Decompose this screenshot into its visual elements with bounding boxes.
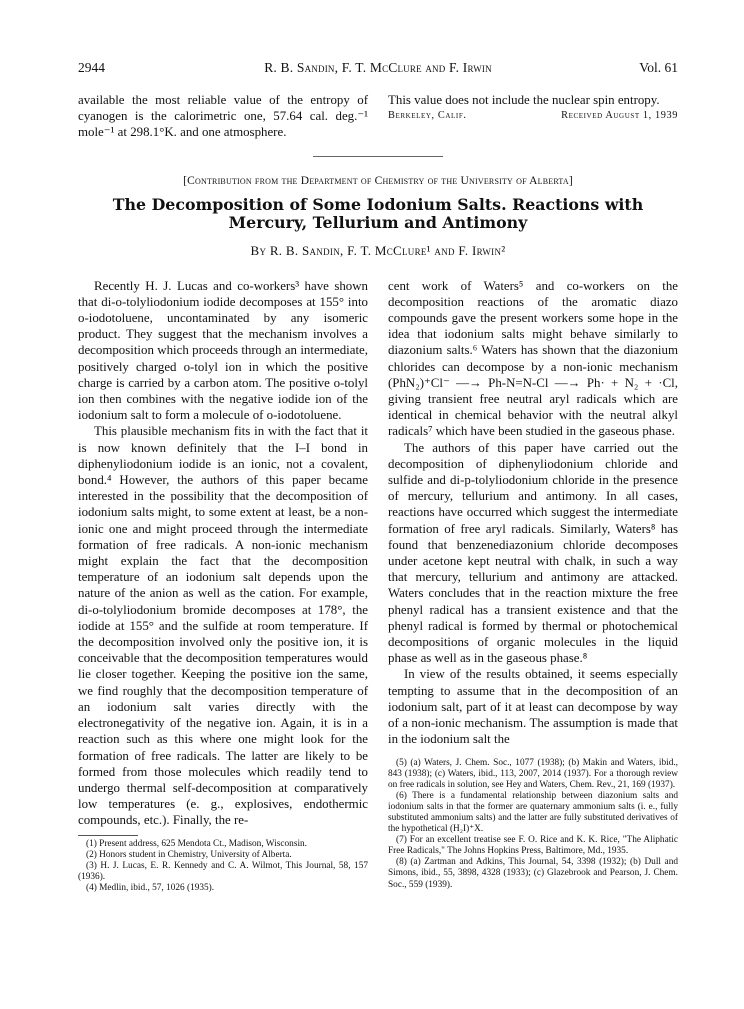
body-paragraph: cent work of Waters⁵ and co-workers on the decomposition reactions of the aromatic diazo compounds gave the present workers some hope in the idea that iodonium salts might behave similarly to diazonium salts.⁶ Waters has shown that the diazonium chlorides can decompose by a non-ionic mechanism (PhN₂)⁺Cl⁻ —→ Ph-N=N-Cl —→ Ph· + N₂ + ·Cl, giving transient free neutral aryl radicals which are identical in chemical behavior with the neutral alkyl radicals⁷ which have been studied in the gaseous phase. [388, 278, 678, 439]
previous-article-right-text: This value does not include the nuclear spin entropy. [388, 93, 660, 107]
footnote: (6) There is a fundamental relationship between diazonium salts and iodonium salts in that the former are quaternary ammonium salts (i. e., fully substituted ammonium salts) and the latter are fully substituted derivatives of the hypothetical (H₂I)⁺X. [388, 790, 678, 835]
footnote: (5) (a) Waters, J. Chem. Soc., 1077 (1938); (b) Makin and Waters, ibid., 843 (1938); (c) Waters, ibid., 113, 2007, 2014 (1937). For a thorough review on free radicals in solution, see Hey and Waters, Chem. Rev., 21, 169 (1937). [388, 757, 678, 790]
footnote: (1) Present address, 625 Mendota Ct., Madison, Wisconsin. [86, 838, 308, 849]
footnote-rule [78, 835, 138, 836]
contribution-line: [Contribution from the Department of Chemistry of the University of Alberta] [183, 174, 573, 187]
body-paragraph: The authors of this paper have carried out the decomposition of diphenyliodonium chloride and sulfide and di-p-tolyliodonium chloride in the presence of mercury, tellurium and antimony. In all cases, reactions have occurred which suggest the intermediate formation of free aryl radicals. Similarly, Waters⁸ has found that benzenediazonium chloride decomposes under acetone kept neutral with chalk, in such a way that mercury, tellurium and antimony are attacked. Waters concludes that in the reaction mixture the free phenyl radical has a transient existence and that the phenyl radical is formed by thermal or photochemical decompositions of organic molecules in the liquid phase as well as in the gaseous phase.⁸ [388, 440, 678, 666]
footnote: (8) (a) Zartman and Adkins, This Journal, 54, 3398 (1932); (b) Dull and Simons, ibid., 55, 3898, 4328 (1933); (c) Glazebrook and Pearson, J. Chem. Soc., 559 (1939). [388, 857, 678, 890]
body-paragraph: In view of the results obtained, it seems especially tempting to assume that in the decomposition of an iodonium salt, part of it at least can decompose by way of a non-ionic mechanism. The assumption is made that in the iodonium salt the [388, 667, 678, 747]
article-body [78, 278, 678, 894]
previous-article-end [78, 92, 678, 141]
footnote: (4) Medlin, ibid., 57, 1026 (1935). [86, 882, 215, 893]
location-line: Berkeley, Calif. [388, 110, 467, 122]
running-header [78, 60, 678, 80]
article-title: The Decomposition of Some Iodonium Salts. Reactions with Mercury, Tellurium and Antimony [112, 194, 644, 232]
left-column [78, 278, 368, 894]
right-column [388, 278, 678, 894]
volume-label: Vol. 61 [639, 60, 678, 75]
page-number: 2944 [78, 60, 105, 75]
byline: By R. B. Sandin, F. T. McClure¹ and F. Irwin² [250, 242, 506, 258]
running-authors: R. B. Sandin, F. T. McClure and F. Irwin [264, 60, 492, 75]
journal-page [78, 60, 678, 894]
received-date: Received August 1, 1939 [561, 110, 678, 122]
footnote: (2) Honors student in Chemistry, University of Alberta. [86, 849, 292, 860]
previous-article-left-text: available the most reliable value of the entropy of cyanogen is the calorimetric one, 57.64 cal. deg.⁻¹ mole⁻¹ at 298.1°K. and one atmosphere. [78, 93, 368, 140]
body-paragraph: Recently H. J. Lucas and co-workers³ have shown that di-o-tolyliodonium iodide decomposes at 155° into o-iodotoluene, uncontaminated by any isomeric product. They suggest that the mechanism involves a decomposition which proceeds through an intermediate, positively charged o-tolyl ion in which the positive charge is carried by a carbon atom. The positive o-tolyl ion then combines with the negative iodide ion of the iodonium salt to form a molecule of o-iodotoluene. [78, 278, 368, 423]
body-paragraph: This plausible mechanism fits in with the fact that it is now known definitely that the I–I bond in diphenyliodonium iodide is an ionic, not a covalent, bond.⁴ However, the authors of this paper became interested in the possibility that the decomposition of iodonium salts might, to some extent at least, be a non-ionic one and might proceed through the intermediate formation of free radicals. A non-ionic mechanism might explain the fact that the decomposition temperature of an iodonium salt depends upon the nature of the anion as well as the cation. For example, di-o-tolyliodonium bromide decomposes at 178°, the iodide at 155° and the sulfide at room temperature. If the decomposition involved only the positive ion, it is conceivable that the decomposition temperatures would lie closer together. Keeping the positive ion the same, we find roughly that the decomposition temperature of an iodonium salt varies directly with the electronegativity of the negative ion. Again, it is in a reaction such as this where one might look for the formation of free radicals. The latter are likely to be formed from those molecules which readily tend to undergo thermal self-decomposition at comparatively low temperatures (e. g., explosives, endothermic compounds, etc.). Finally, the re- [78, 424, 368, 828]
article-divider [313, 156, 443, 157]
footnote: (7) For an excellent treatise see F. O. Rice and K. K. Rice, "The Aliphatic Free Radicals," The Johns Hopkins Press, Baltimore, Md., 1935. [388, 835, 678, 857]
footnote: (3) H. J. Lucas, E. R. Kennedy and C. A. Wilmot, This Journal, 58, 157 (1936). [78, 860, 368, 882]
